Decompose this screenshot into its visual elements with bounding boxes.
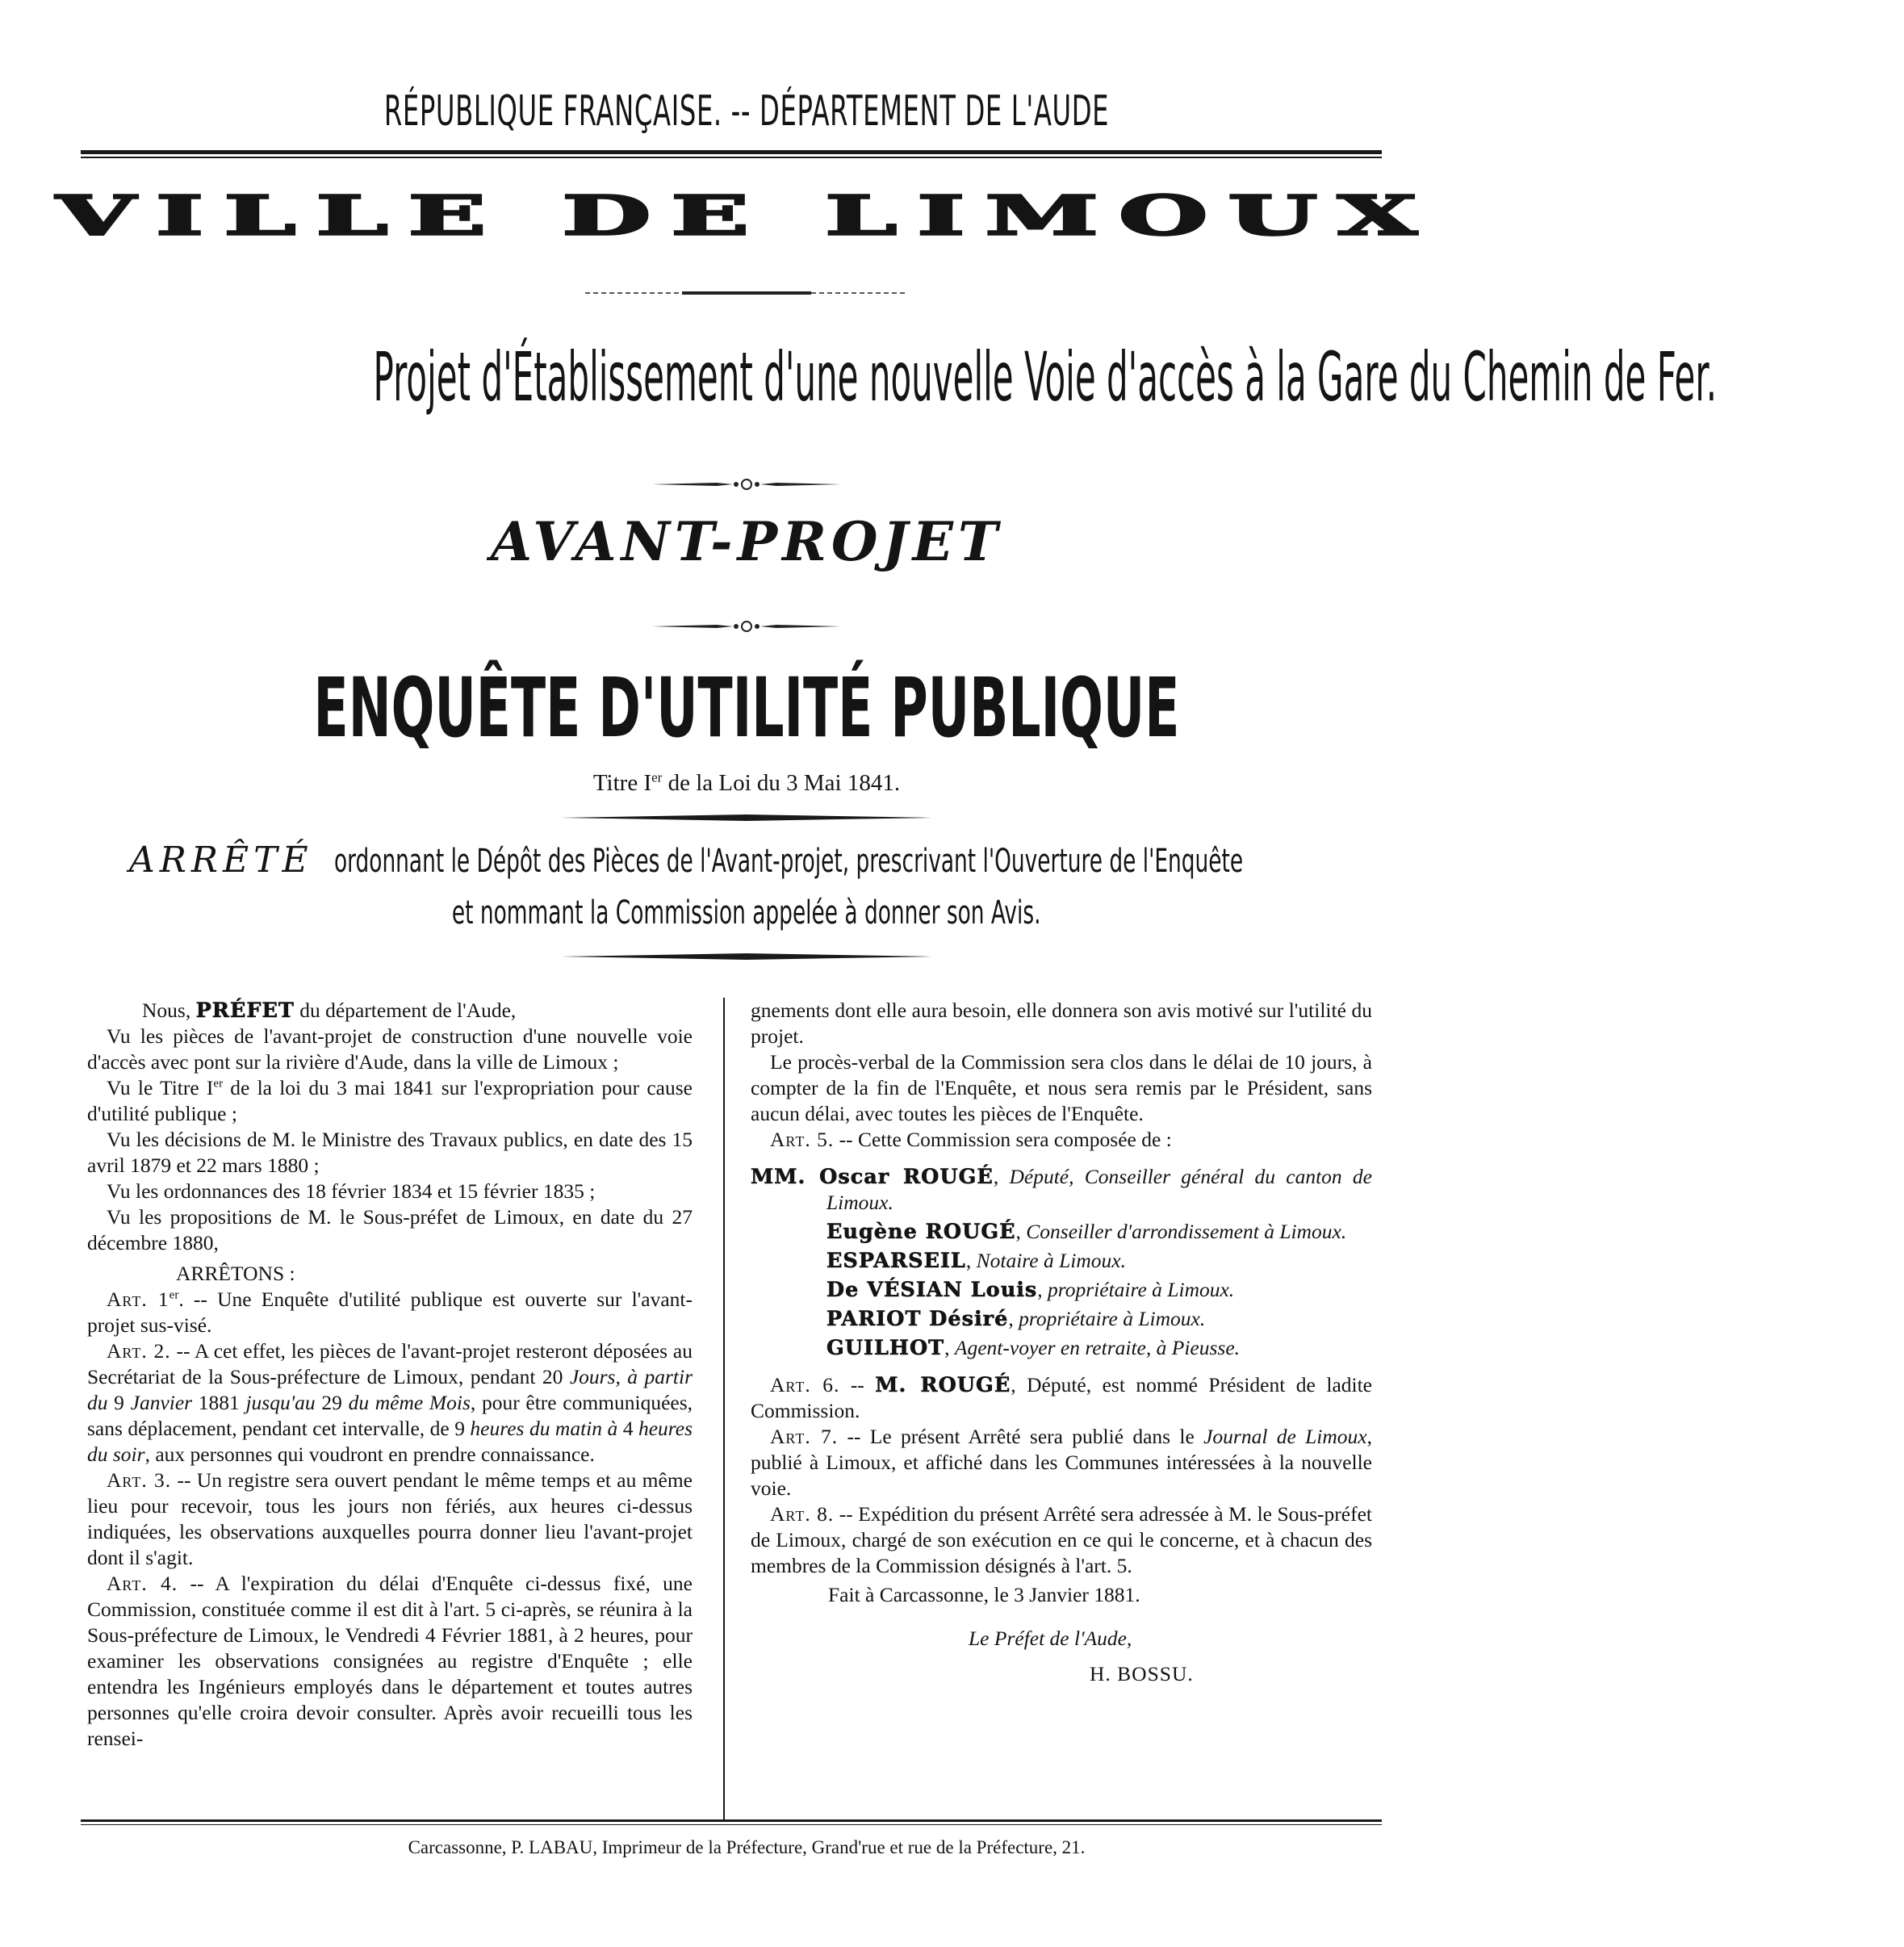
printer-footer: Carcassonne, P. LABAU, Imprimeur de la Préfecture, Grand'rue et rue de la Préfecture, 21. [408, 1837, 1086, 1857]
arrete-word: ARRÊTÉ [129, 840, 313, 881]
right-column [751, 998, 1372, 1687]
article-4-continued: gnements dont elle aura besoin, elle donnera son avis motivé sur l'utilité du projet. [751, 999, 1372, 1048]
vu-paragraph-5: Vu les propositions de M. le Sous-préfet de Limoux, en date du 27 décembre 1880, [87, 1205, 693, 1254]
member-5: PARIOT Désiré, propriétaire à Limoux. [826, 1307, 1206, 1331]
footer-rule-thick [81, 1819, 1382, 1822]
article-4: Art. 4. -- A l'expiration du délai d'Enquête ci-dessus fixé, une Commission, constituée comme il est dit à l'art. 5 ci-après, se réunira à la Sous-préfecture de Limoux, le Vendredi 4 Février 1881, à 2 heures, pour examiner les observations consignées au registre d'Enquête ; elle entendra les Ingénieurs employés dans le département et toutes autres personnes qu'elle croira devoir consulter. Après avoir recueilli tous les rensei- [87, 1572, 693, 1750]
nous-prefet: Nous, PRÉFET du département de l'Aude, [142, 999, 517, 1023]
divider-ornament [585, 287, 908, 299]
avant-projet-title: AVANT-PROJET [490, 510, 1003, 573]
article-6: Art. 6. -- M. ROUGÉ, Député, est nommé Président de ladite Commission. [751, 1373, 1372, 1422]
article-2: Art. 2. -- A cet effet, les pièces de l'avant-projet resteront déposées au Secrétariat de la Sous-préfecture de Limoux, pendant 20 Jours, à partir du 9 Janvier 1881 jusqu'au 29 du même Mois, pour être communiquées, sans déplacement, pendant cet intervalle, de 9 heures du matin à 4 heures du soir, aux personnes qui voudront en prendre connaissance. [87, 1339, 693, 1466]
arrete-heading [129, 840, 1388, 881]
tapered-rule [561, 814, 932, 822]
arrete-line-1: ordonnant le Dépôt des Pièces de l'Avant-projet, prescrivant l'Ouverture de l'Enquête [333, 843, 1243, 880]
republique-header: RÉPUBLIQUE FRANÇAISE. -- DÉPARTEMENT DE L'AUDE [383, 87, 1110, 136]
column-divider [723, 998, 725, 1821]
vu-paragraph-1: Vu les pièces de l'avant-projet de construction d'une nouvelle voie d'accès avec pont sur la rivière d'Aude, dans la ville de Limoux ; [87, 1024, 693, 1074]
signature-name: H. BOSSU. [1090, 1662, 1194, 1685]
member-2: Eugène ROUGÉ, Conseiller d'arrondissement à Limoux. [826, 1220, 1347, 1244]
member-6: GUILHOT, Agent-voyer en retraite, à Pieusse. [826, 1336, 1241, 1360]
commission-members [751, 1164, 1372, 1361]
projet-title: Projet d'Établissement d'une nouvelle Voie d'accès à la Gare du Chemin de Fer. [373, 337, 1718, 417]
article-3: Art. 3. -- Un registre sera ouvert pendant le même temps et au même lieu pour recevoir, tous les jours non fériés, aux heures ci-dessus indiquées, les observations auxquelles pourra donner lieu l'avant-projet dont il s'agit. [87, 1468, 693, 1569]
vu-paragraph-3: Vu les décisions de M. le Ministre des Travaux publics, en date des 15 avril 1879 et 22 mars 1880 ; [87, 1128, 693, 1177]
member-4: De VÉSIAN Louis, propriétaire à Limoux. [826, 1278, 1235, 1302]
left-column [87, 998, 693, 1752]
vu-paragraph-2: Vu le Titre Ier de la loi du 3 mai 1841 sur l'expropriation pour cause d'utilité publique ; [87, 1076, 693, 1125]
signature-title: Le Préfet de l'Aude, [969, 1627, 1132, 1650]
loi-reference: Titre Ier de la Loi du 3 Mai 1841. [592, 769, 901, 796]
article-1: Art. 1er. -- Une Enquête d'utilité publique est ouverte sur l'avant-projet sus-visé. [87, 1288, 693, 1337]
article-5: Art. 5. -- Cette Commission sera composée de : [770, 1128, 1172, 1151]
member-1: MM. Oscar ROUGÉ, Député, Conseiller général du canton de Limoux. [751, 1165, 1373, 1214]
ville-title: VILLE DE LIMOUX [56, 184, 1437, 248]
header-rule-thick [81, 150, 1382, 154]
prefet-word: PRÉFET [195, 999, 295, 1023]
arrete-heading-line-2: et nommant la Commission appelée à donner son Avis. [452, 894, 1041, 932]
flourish-ornament-2 [652, 620, 841, 633]
flourish-ornament [652, 478, 841, 491]
fait-a-carcassonne: Fait à Carcassonne, le 3 Janvier 1881. [828, 1583, 1140, 1606]
footer-rule-thin [81, 1824, 1382, 1825]
arretons: ARRÊTONS : [176, 1262, 295, 1285]
proces-verbal: Le procès-verbal de la Commission sera clos dans le délai de 10 jours, à compter de la fin de l'Enquête, et nous sera remis par le Président, sans aucun délai, avec toutes les pièces de l'Enquête. [751, 1050, 1372, 1125]
vu-paragraph-4: Vu les ordonnances des 18 février 1834 et 15 février 1835 ; [107, 1179, 596, 1203]
header-rule-thin [81, 157, 1382, 158]
member-3: ESPARSEIL, Notaire à Limoux. [826, 1249, 1126, 1273]
article-8: Art. 8. -- Expédition du présent Arrêté sera adressée à M. le Sous-préfet de Limoux, chargé de son exécution en ce qui le concerne, et à chacun des membres de la Commission désignés à l'art. 5. [751, 1502, 1372, 1577]
tapered-rule-2 [561, 953, 932, 961]
article-7: Art. 7. -- Le présent Arrêté sera publié dans le Journal de Limoux, publié à Limoux, et affiché dans les Communes intéressées à la nouvelle voie. [751, 1425, 1372, 1500]
enquete-title: ENQUÊTE D'UTILITÉ PUBLIQUE [313, 660, 1180, 756]
